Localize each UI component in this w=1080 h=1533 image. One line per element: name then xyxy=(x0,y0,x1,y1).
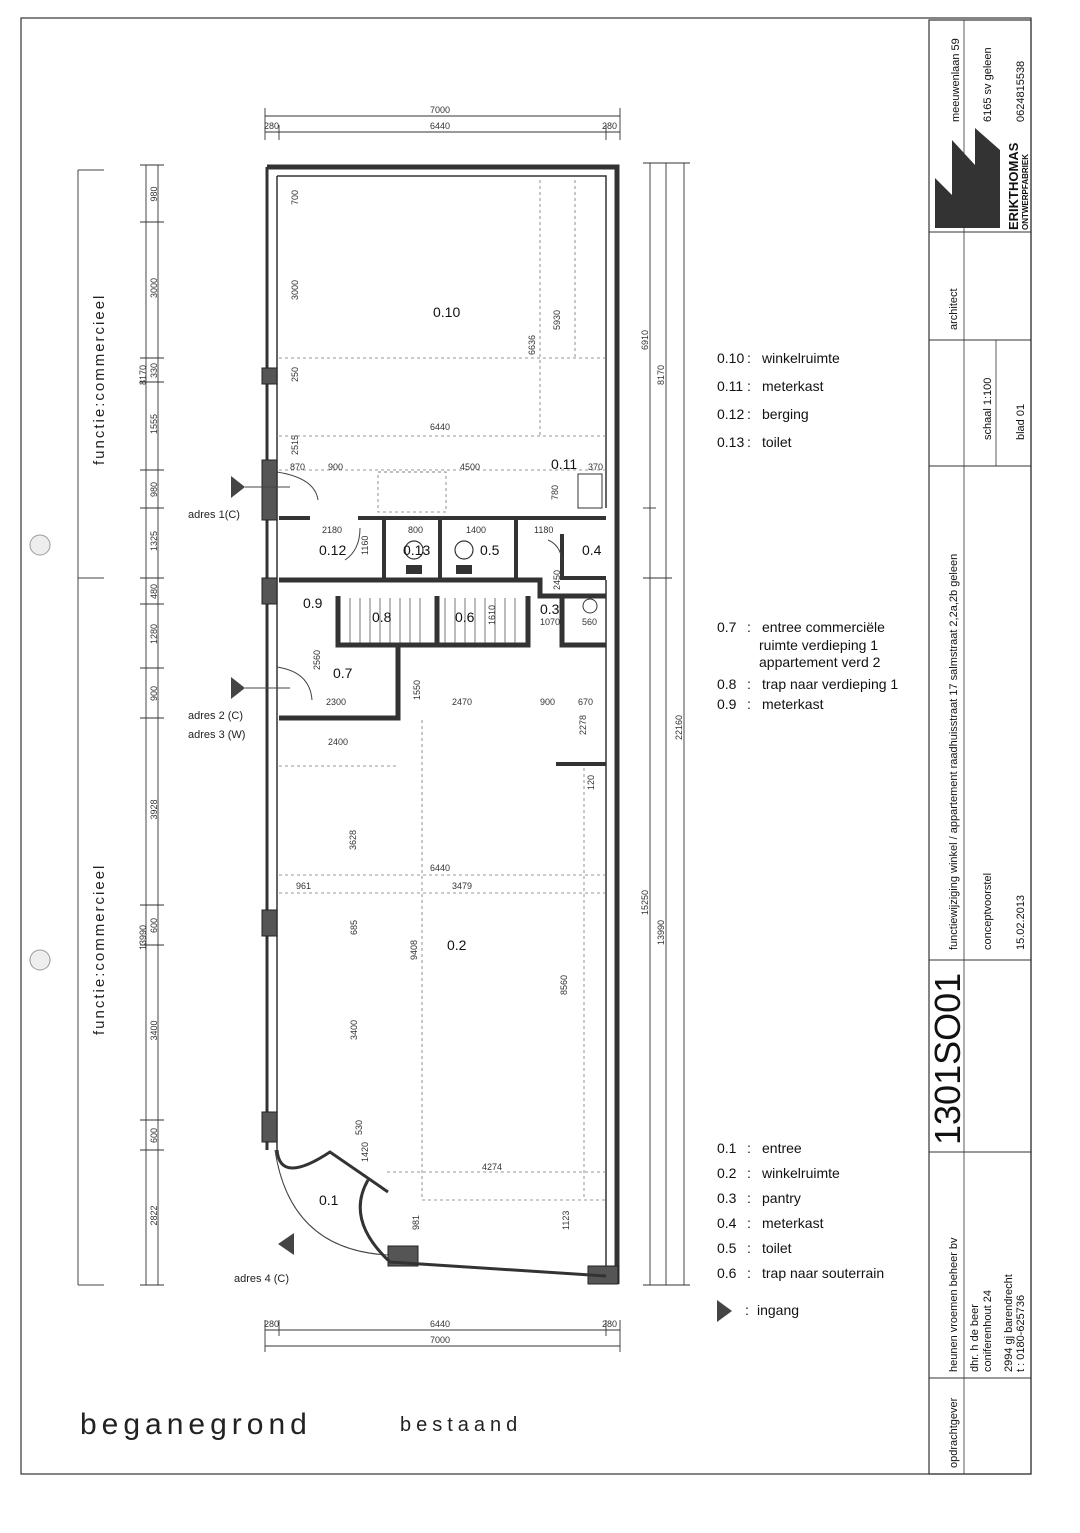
dim-right-8170: 8170 xyxy=(656,364,666,385)
dim-bottom-inner: 6440 xyxy=(430,1319,451,1329)
architect-address: meeuwenlaan 59 xyxy=(950,38,962,122)
door-swing-storage xyxy=(345,528,360,560)
function-label-top: functie:commercieel xyxy=(91,293,108,465)
legend-text: entree commerciële xyxy=(762,619,885,635)
sheet-border xyxy=(21,18,1031,1474)
client-contact: dhr. h de beer xyxy=(969,1304,981,1372)
legend-sep: : xyxy=(747,434,751,450)
legend-text: trap naar verdieping 1 xyxy=(762,676,899,692)
inner-dim-value: 370 xyxy=(588,462,604,472)
legend-code: 0.9 xyxy=(717,696,737,712)
door-swing-adres-1 xyxy=(277,472,318,500)
inner-dim-value: 2400 xyxy=(328,737,349,747)
dim-top-total: 7000 xyxy=(430,105,451,115)
inner-dim-value: 800 xyxy=(408,525,424,535)
inner-dim-value: 1420 xyxy=(360,1141,370,1162)
inner-dim-value: 900 xyxy=(540,697,556,707)
inner-dim-value: 5930 xyxy=(552,309,562,330)
left-dim-value: 2822 xyxy=(149,1205,159,1226)
left-dim-value: 3000 xyxy=(149,277,159,298)
legend-symbol-text: ingang xyxy=(757,1302,800,1318)
pillar-left-5 xyxy=(262,1112,277,1142)
legend-symbol-sep: : xyxy=(745,1302,749,1318)
dim-left-lower-total: 13990 xyxy=(138,924,148,950)
inner-dim-value: 1550 xyxy=(412,679,422,700)
inner-dim-value: 3400 xyxy=(349,1019,359,1040)
legend-top xyxy=(717,350,840,450)
entrance-label-4: adres 4 (C) xyxy=(234,1273,290,1285)
legend-text: toilet xyxy=(762,1240,792,1256)
bottom-dimensions xyxy=(264,1319,620,1352)
right-dimensions xyxy=(640,163,690,1285)
left-dim-value: 3400 xyxy=(149,1020,159,1041)
wall-stair-block xyxy=(338,596,528,645)
dash-counter xyxy=(378,472,446,512)
pillar-left-3 xyxy=(262,578,277,604)
toilet-tank-1 xyxy=(406,565,422,574)
dim-top-right-wall: 280 xyxy=(602,121,618,131)
client-phone: t : 0180-625736 xyxy=(1015,1294,1027,1372)
legend-sep: : xyxy=(747,350,751,366)
legend-text: ruimte verdieping 1 xyxy=(759,637,879,653)
inner-dim-value: 6440 xyxy=(430,863,451,873)
room-label-0-12: 0.12 xyxy=(319,542,347,558)
inner-dim-value: 6636 xyxy=(527,334,537,355)
left-dim-value: 1280 xyxy=(149,623,159,644)
client-label: opdrachtgever xyxy=(948,1397,960,1468)
legend-code: 0.13 xyxy=(717,434,745,450)
sink-fixture xyxy=(583,599,597,613)
architect-logo-sub: ONTWERPFABRIEK xyxy=(1021,154,1030,230)
inner-dim-value: 3479 xyxy=(452,881,473,891)
dim-top-inner: 6440 xyxy=(430,121,451,131)
inner-dim-value: 2450 xyxy=(552,569,562,590)
entrance-arrow-1 xyxy=(231,476,245,498)
door-swing-meterkast xyxy=(548,540,562,560)
room-label-0-11: 0.11 xyxy=(551,456,578,472)
entrance-label-3: adres 3 (W) xyxy=(188,729,246,741)
legend-text: appartement verd 2 xyxy=(759,654,881,670)
legend-sep: : xyxy=(747,619,751,635)
room-label-0-6: 0.6 xyxy=(455,609,475,625)
legend-entrance-symbol-icon xyxy=(717,1300,732,1322)
legend-text: toilet xyxy=(762,434,792,450)
legend-code: 0.3 xyxy=(717,1190,737,1206)
inner-dim-value: 1400 xyxy=(466,525,487,535)
legend-text: trap naar souterrain xyxy=(762,1265,885,1281)
inner-dim-value: 560 xyxy=(582,617,598,627)
inner-dim-value: 4274 xyxy=(482,1162,503,1172)
legend-code: 0.4 xyxy=(717,1215,737,1231)
inner-dim-value: 1123 xyxy=(561,1210,571,1230)
left-dim-value: 330 xyxy=(149,362,159,378)
punch-hole-bottom xyxy=(30,950,50,970)
toilet-tank-2 xyxy=(456,565,472,574)
legend-text: meterkast xyxy=(762,696,824,712)
room-label-0-10: 0.10 xyxy=(433,304,461,320)
left-dim-value: 600 xyxy=(149,1127,159,1143)
inner-dim-value: 250 xyxy=(290,366,300,382)
legend-code: 0.5 xyxy=(717,1240,737,1256)
floor-plan xyxy=(262,167,618,1284)
legend-sep: : xyxy=(747,1190,751,1206)
legend-code: 0.2 xyxy=(717,1165,737,1181)
left-dimension-chain xyxy=(138,165,164,1285)
architect-label: architect xyxy=(948,288,960,330)
inner-dim-value: 120 xyxy=(586,774,596,790)
legend-sep: : xyxy=(747,1215,751,1231)
legend-middle xyxy=(717,619,898,712)
inner-dim-value: 670 xyxy=(578,697,594,707)
dim-left-upper-total: 8170 xyxy=(138,364,148,385)
inner-dim-value: 2180 xyxy=(322,525,343,535)
room-label-0-2: 0.2 xyxy=(447,937,467,953)
function-label-bottom: functie:commercieel xyxy=(91,863,108,1035)
room-labels xyxy=(303,304,602,1208)
inner-dim-value: 700 xyxy=(290,189,300,205)
legend-text: pantry xyxy=(762,1190,801,1206)
room-label-0-13: 0.13 xyxy=(403,542,431,558)
room-label-0-9: 0.9 xyxy=(303,595,323,611)
toilet-fixture-2 xyxy=(455,541,473,559)
scale-label: schaal 1:100 xyxy=(982,377,994,440)
legend-sep: : xyxy=(747,1240,751,1256)
inner-dim-value: 2515 xyxy=(290,434,300,455)
client-city: 2994 gj barendrecht xyxy=(1003,1274,1015,1372)
left-dim-value: 1555 xyxy=(149,413,159,434)
inner-dim-value: 3628 xyxy=(348,829,358,850)
inner-dim-value: 961 xyxy=(296,881,312,891)
architect-city: 6165 sv geleen xyxy=(982,47,994,122)
architect-logo-icon xyxy=(935,128,1000,228)
left-dim-value: 600 xyxy=(149,917,159,933)
legend-sep: : xyxy=(747,1140,751,1156)
dim-bottom-right-wall: 280 xyxy=(602,1319,618,1329)
dim-bottom-left-wall: 280 xyxy=(264,1319,280,1329)
architect-logo-name: ERIKTHOMAS xyxy=(1006,142,1021,230)
left-dim-value: 3928 xyxy=(149,799,159,820)
entrance-arrow-2 xyxy=(231,677,245,699)
inner-dim-value: 685 xyxy=(349,919,359,935)
legend-code: 0.6 xyxy=(717,1265,737,1281)
inner-dim-value: 2560 xyxy=(312,649,322,670)
legend-code: 0.10 xyxy=(717,350,745,366)
drawing-title: beganegrond xyxy=(80,1408,312,1441)
inner-dim-value: 4500 xyxy=(460,462,481,472)
entrance-arrow-4 xyxy=(278,1233,294,1255)
legend-sep: : xyxy=(747,696,751,712)
status-label: conceptvoorstel xyxy=(982,872,994,950)
room-label-0-7: 0.7 xyxy=(333,665,353,681)
legend-text: berging xyxy=(762,406,809,422)
room-label-0-5: 0.5 xyxy=(480,542,500,558)
legend-text: entree xyxy=(762,1140,802,1156)
legend-code: 0.7 xyxy=(717,619,737,635)
dim-right-6910: 6910 xyxy=(640,329,650,350)
project-description: functiewijziging winkel / appartement raadhuisstraat 17 salmstraat 2,2a,2b geleen xyxy=(948,553,960,950)
inner-dim-value: 2278 xyxy=(578,714,588,735)
room-label-0-4: 0.4 xyxy=(582,542,602,558)
inner-dim-value: 9408 xyxy=(409,939,419,960)
door-swing-adres-2 xyxy=(277,667,312,700)
client-company: heunen vroemen beheer bv xyxy=(948,1237,960,1372)
pillar-left-1 xyxy=(262,368,277,384)
inner-dim-value: 900 xyxy=(328,462,344,472)
meterkast-box xyxy=(578,474,602,508)
left-dim-value: 480 xyxy=(149,583,159,599)
inner-dim-value: 6440 xyxy=(430,422,451,432)
legend-bottom xyxy=(717,1140,884,1281)
legend-text: meterkast xyxy=(762,1215,824,1231)
dim-bottom-total: 7000 xyxy=(430,1335,451,1345)
architect-phone: 0624815538 xyxy=(1015,60,1027,122)
legend-sep: : xyxy=(747,378,751,394)
legend-text: winkelruimte xyxy=(762,350,840,366)
pillar-left-2 xyxy=(262,460,277,520)
legend-code: 0.12 xyxy=(717,406,745,422)
legend-code: 0.8 xyxy=(717,676,737,692)
inner-dim-value: 8560 xyxy=(559,974,569,995)
legend-sep: : xyxy=(747,1165,751,1181)
inner-dim-value: 981 xyxy=(411,1214,421,1230)
client-street: coniferenhout 24 xyxy=(982,1290,994,1372)
entrance-label-2: adres 2 (C) xyxy=(188,710,244,722)
legend-code: 0.11 xyxy=(717,378,744,394)
inner-dim-value: 2470 xyxy=(452,697,473,707)
left-dim-value: 900 xyxy=(149,685,159,701)
legend-sep: : xyxy=(747,406,751,422)
inner-dim-value: 530 xyxy=(354,1119,364,1135)
legend-text: winkelruimte xyxy=(762,1165,840,1181)
inner-dim-value: 3000 xyxy=(290,279,300,300)
legend-sep: : xyxy=(747,676,751,692)
left-dim-value: 1325 xyxy=(149,530,159,551)
legend-text: meterkast xyxy=(762,378,824,394)
room-label-0-1: 0.1 xyxy=(319,1192,339,1208)
left-dim-value: 980 xyxy=(149,186,159,202)
top-dimensions xyxy=(264,105,620,140)
inner-dim-value: 1160 xyxy=(360,535,370,555)
inner-dim-value: 780 xyxy=(550,484,560,500)
date-label: 15.02.2013 xyxy=(1015,894,1027,950)
drawing-subtitle: bestaand xyxy=(400,1414,523,1436)
outer-wall-top xyxy=(267,167,617,1284)
room-label-0-8: 0.8 xyxy=(372,609,392,625)
sheet-label: blad 01 xyxy=(1015,403,1027,440)
dim-right-13990: 13990 xyxy=(656,919,666,945)
inner-dim-value: 2300 xyxy=(326,697,347,707)
dim-right-15250: 15250 xyxy=(640,889,650,915)
pillar-left-4 xyxy=(262,910,277,936)
entrance-bay-curve xyxy=(277,1150,388,1192)
inner-dim-value: 1610 xyxy=(487,604,497,625)
dim-right-22160: 22160 xyxy=(674,714,684,740)
entrance-label-1: adres 1(C) xyxy=(188,509,240,521)
inner-dim-value: 1070 xyxy=(540,617,561,627)
dim-top-left-wall: 280 xyxy=(264,121,280,131)
legend-sep: : xyxy=(747,1265,751,1281)
inner-dim-value: 870 xyxy=(290,462,306,472)
drawing-number: 1301SO01 xyxy=(927,972,968,1145)
title-block xyxy=(927,20,1031,1474)
left-dim-value: 980 xyxy=(149,481,159,497)
room-label-0-3: 0.3 xyxy=(540,601,560,617)
inner-dim-value: 1180 xyxy=(534,525,554,535)
legend-code: 0.1 xyxy=(717,1140,737,1156)
punch-hole-top xyxy=(30,535,50,555)
